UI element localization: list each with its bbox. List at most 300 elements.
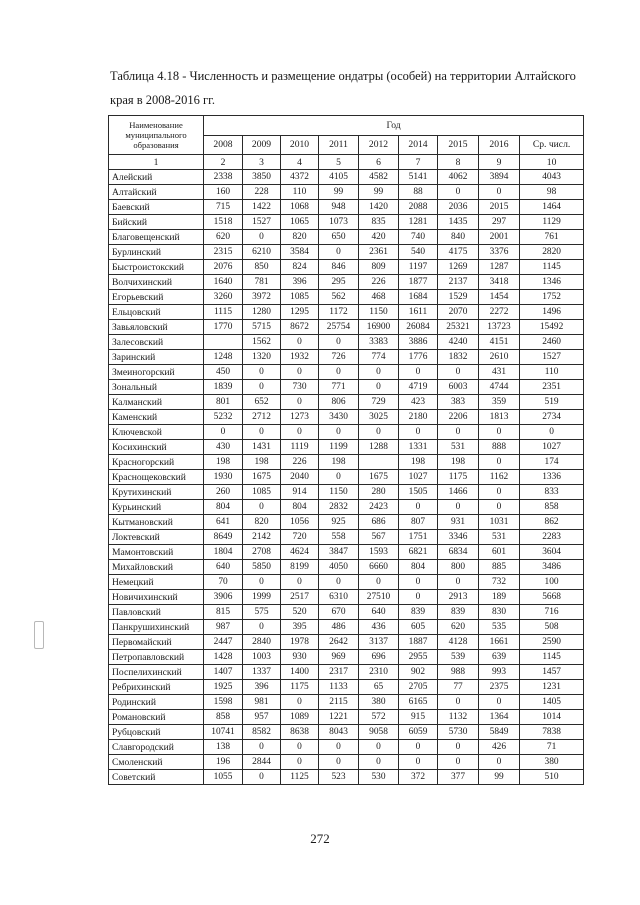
table-cell: 2610 xyxy=(479,350,520,365)
table-cell: 0 xyxy=(399,500,438,515)
table-cell: 2955 xyxy=(399,650,438,665)
table-cell: 1073 xyxy=(319,215,359,230)
table-cell: 948 xyxy=(319,200,359,215)
district-name: Кытмановский xyxy=(109,515,204,530)
table-row xyxy=(109,620,584,635)
district-name: Петропавловский xyxy=(109,650,204,665)
table-cell: 198 xyxy=(204,455,243,470)
district-name: Благовещенский xyxy=(109,230,204,245)
table-cell: 2142 xyxy=(243,530,281,545)
table-cell: 3850 xyxy=(243,170,281,185)
table-cell: 396 xyxy=(243,680,281,695)
table-cell: 110 xyxy=(520,365,584,380)
table-cell: 450 xyxy=(204,365,243,380)
table-row xyxy=(109,665,584,680)
table-cell: 2015 xyxy=(479,200,520,215)
table-cell: 1505 xyxy=(399,485,438,500)
district-name: Рубцовский xyxy=(109,725,204,740)
table-cell: 729 xyxy=(359,395,399,410)
table-cell: 0 xyxy=(399,590,438,605)
table-cell: 3346 xyxy=(438,530,479,545)
table-cell: 530 xyxy=(359,770,399,785)
district-name: Змеиногорский xyxy=(109,365,204,380)
table-cell: 88 xyxy=(399,185,438,200)
column-header-year: 2016 xyxy=(479,135,520,155)
table-cell: 1336 xyxy=(520,470,584,485)
table-row xyxy=(109,380,584,395)
table-cell: 800 xyxy=(438,560,479,575)
district-name: Панкрушихинский xyxy=(109,620,204,635)
table-cell: 430 xyxy=(204,440,243,455)
table-cell: 0 xyxy=(281,395,319,410)
table-cell: 2913 xyxy=(438,590,479,605)
table-cell: 138 xyxy=(204,740,243,755)
table-cell: 0 xyxy=(359,740,399,755)
table-cell: 0 xyxy=(479,185,520,200)
table-row xyxy=(109,335,584,350)
margin-mark xyxy=(34,621,44,649)
table-cell: 8199 xyxy=(281,560,319,575)
table-cell: 8649 xyxy=(204,530,243,545)
table-cell: 16900 xyxy=(359,320,399,335)
table-cell: 4240 xyxy=(438,335,479,350)
table-cell: 383 xyxy=(438,395,479,410)
table-cell: 1593 xyxy=(359,545,399,560)
table-cell: 1675 xyxy=(243,470,281,485)
table-cell: 1839 xyxy=(204,380,243,395)
table-cell: 601 xyxy=(479,545,520,560)
table-cell: 0 xyxy=(243,620,281,635)
table-cell: 807 xyxy=(399,515,438,530)
muskrat-population-table xyxy=(108,115,584,785)
table-cell: 730 xyxy=(281,380,319,395)
header-row-column-numbers xyxy=(109,155,584,170)
table-cell: 5730 xyxy=(438,725,479,740)
table-cell: 1518 xyxy=(204,215,243,230)
column-number: 6 xyxy=(359,155,399,170)
table-cell: 2712 xyxy=(243,410,281,425)
table-cell: 531 xyxy=(438,440,479,455)
table-cell: 806 xyxy=(319,395,359,410)
table-cell: 2375 xyxy=(479,680,520,695)
table-cell: 295 xyxy=(319,275,359,290)
table-cell: 605 xyxy=(399,620,438,635)
table-cell: 2705 xyxy=(399,680,438,695)
table-cell: 1273 xyxy=(281,410,319,425)
table-cell: 1248 xyxy=(204,350,243,365)
table-cell: 174 xyxy=(520,455,584,470)
table-cell: 2001 xyxy=(479,230,520,245)
table-row xyxy=(109,245,584,260)
table-row xyxy=(109,545,584,560)
table-cell: 531 xyxy=(479,530,520,545)
table-row xyxy=(109,440,584,455)
table-cell: 987 xyxy=(204,620,243,635)
table-cell: 4582 xyxy=(359,170,399,185)
district-name: Родинский xyxy=(109,695,204,710)
table-cell: 0 xyxy=(479,425,520,440)
table-cell: 1454 xyxy=(479,290,520,305)
table-cell: 562 xyxy=(319,290,359,305)
table-cell: 1027 xyxy=(399,470,438,485)
district-name: Ключевской xyxy=(109,425,204,440)
table-cell: 297 xyxy=(479,215,520,230)
table-cell: 1068 xyxy=(281,200,319,215)
table-cell: 8638 xyxy=(281,725,319,740)
table-cell: 640 xyxy=(204,560,243,575)
table-cell: 0 xyxy=(319,575,359,590)
table-cell: 0 xyxy=(438,185,479,200)
district-name: Краснощековский xyxy=(109,470,204,485)
table-cell: 1527 xyxy=(520,350,584,365)
table-cell: 2137 xyxy=(438,275,479,290)
table-cell: 0 xyxy=(359,425,399,440)
table-cell: 0 xyxy=(438,425,479,440)
district-name: Михайловский xyxy=(109,560,204,575)
table-cell: 1056 xyxy=(281,515,319,530)
table-cell: 804 xyxy=(204,500,243,515)
table-cell: 0 xyxy=(281,695,319,710)
table-cell: 1129 xyxy=(520,215,584,230)
table-cell: 2040 xyxy=(281,470,319,485)
table-cell: 1346 xyxy=(520,275,584,290)
table-cell: 815 xyxy=(204,605,243,620)
table-cell: 1331 xyxy=(399,440,438,455)
table-cell: 0 xyxy=(319,245,359,260)
table-cell: 1281 xyxy=(399,215,438,230)
table-cell: 1172 xyxy=(319,305,359,320)
table-cell: 620 xyxy=(438,620,479,635)
table-row xyxy=(109,530,584,545)
table-cell: 5141 xyxy=(399,170,438,185)
table-cell: 5715 xyxy=(243,320,281,335)
table-row xyxy=(109,425,584,440)
table-cell: 5850 xyxy=(243,560,281,575)
table-cell: 100 xyxy=(520,575,584,590)
table-cell: 1832 xyxy=(438,350,479,365)
table-cell: 539 xyxy=(438,650,479,665)
table-cell: 885 xyxy=(479,560,520,575)
table-cell: 431 xyxy=(479,365,520,380)
column-header-year: 2011 xyxy=(319,135,359,155)
table-cell: 3847 xyxy=(319,545,359,560)
table-cell: 3383 xyxy=(359,335,399,350)
column-number: 8 xyxy=(438,155,479,170)
table-row xyxy=(109,755,584,770)
table-cell: 1431 xyxy=(243,440,281,455)
table-cell: 0 xyxy=(243,575,281,590)
table-cell: 3260 xyxy=(204,290,243,305)
table-row xyxy=(109,275,584,290)
table-cell: 1280 xyxy=(243,305,281,320)
table-cell: 0 xyxy=(479,485,520,500)
table-cell: 820 xyxy=(281,230,319,245)
table-cell: 519 xyxy=(520,395,584,410)
district-name: Павловский xyxy=(109,605,204,620)
table-cell: 6003 xyxy=(438,380,479,395)
table-cell: 0 xyxy=(281,335,319,350)
table-cell: 761 xyxy=(520,230,584,245)
table-cell: 27510 xyxy=(359,590,399,605)
table-cell: 0 xyxy=(399,740,438,755)
table-row xyxy=(109,185,584,200)
table-cell: 468 xyxy=(359,290,399,305)
table-row xyxy=(109,290,584,305)
table-row xyxy=(109,515,584,530)
table-cell: 2820 xyxy=(520,245,584,260)
header-row-group xyxy=(109,116,584,136)
table-cell: 720 xyxy=(281,530,319,545)
table-cell: 70 xyxy=(204,575,243,590)
table-cell: 0 xyxy=(319,425,359,440)
table-cell: 65 xyxy=(359,680,399,695)
table-cell: 0 xyxy=(319,470,359,485)
table-cell: 1269 xyxy=(438,260,479,275)
table-cell: 3137 xyxy=(359,635,399,650)
table-cell: 1496 xyxy=(520,305,584,320)
district-name: Мамонтовский xyxy=(109,545,204,560)
table-cell: 0 xyxy=(319,335,359,350)
table-cell: 0 xyxy=(243,500,281,515)
table-row xyxy=(109,500,584,515)
table-cell: 98 xyxy=(520,185,584,200)
table-cell: 1422 xyxy=(243,200,281,215)
table-cell: 10741 xyxy=(204,725,243,740)
table-cell: 3418 xyxy=(479,275,520,290)
table-cell: 13723 xyxy=(479,320,520,335)
table-row xyxy=(109,320,584,335)
table-cell: 1231 xyxy=(520,680,584,695)
table-cell: 840 xyxy=(438,230,479,245)
table-cell: 2088 xyxy=(399,200,438,215)
table-cell: 2272 xyxy=(479,305,520,320)
table-cell: 6059 xyxy=(399,725,438,740)
table-cell: 914 xyxy=(281,485,319,500)
table-cell: 1364 xyxy=(479,710,520,725)
table-cell: 846 xyxy=(319,260,359,275)
table-cell: 1999 xyxy=(243,590,281,605)
table-cell: 1925 xyxy=(204,680,243,695)
column-header-year: 2008 xyxy=(204,135,243,155)
table-cell: 8582 xyxy=(243,725,281,740)
table-cell: 1640 xyxy=(204,275,243,290)
table-cell: 804 xyxy=(399,560,438,575)
table-cell: 1085 xyxy=(281,290,319,305)
caption-line-2: края в 2008-2016 гг. xyxy=(110,93,216,107)
table-cell: 981 xyxy=(243,695,281,710)
table-cell: 2115 xyxy=(319,695,359,710)
table-cell: 1466 xyxy=(438,485,479,500)
table-cell: 0 xyxy=(399,575,438,590)
table-cell: 6310 xyxy=(319,590,359,605)
table-cell: 260 xyxy=(204,485,243,500)
column-number: 4 xyxy=(281,155,319,170)
table-cell: 2180 xyxy=(399,410,438,425)
table-row xyxy=(109,170,584,185)
table-cell: 6834 xyxy=(438,545,479,560)
table-cell: 426 xyxy=(479,740,520,755)
table-row xyxy=(109,410,584,425)
table-cell: 833 xyxy=(520,485,584,500)
table-cell: 26084 xyxy=(399,320,438,335)
table-cell: 198 xyxy=(243,455,281,470)
table-row xyxy=(109,695,584,710)
table-cell: 2076 xyxy=(204,260,243,275)
table-cell: 395 xyxy=(281,620,319,635)
table-cell: 1661 xyxy=(479,635,520,650)
table-cell: 1221 xyxy=(319,710,359,725)
table-cell: 830 xyxy=(479,605,520,620)
table-cell: 0 xyxy=(243,380,281,395)
district-name: Волчихинский xyxy=(109,275,204,290)
table-cell: 1675 xyxy=(359,470,399,485)
table-cell: 902 xyxy=(399,665,438,680)
table-cell: 3906 xyxy=(204,590,243,605)
table-cell: 2070 xyxy=(438,305,479,320)
column-number: 9 xyxy=(479,155,520,170)
table-cell: 1887 xyxy=(399,635,438,650)
table-cell: 0 xyxy=(479,755,520,770)
table-cell: 0 xyxy=(204,425,243,440)
table-row xyxy=(109,215,584,230)
table-cell: 9058 xyxy=(359,725,399,740)
table-cell: 670 xyxy=(319,605,359,620)
table-cell: 0 xyxy=(319,755,359,770)
district-name: Новичихинский xyxy=(109,590,204,605)
table-cell: 640 xyxy=(359,605,399,620)
table-row xyxy=(109,470,584,485)
column-header-year-group: Год xyxy=(204,116,584,136)
table-cell: 2590 xyxy=(520,635,584,650)
table-cell: 1288 xyxy=(359,440,399,455)
table-cell: 4105 xyxy=(319,170,359,185)
table-cell: 2844 xyxy=(243,755,281,770)
table-cell: 716 xyxy=(520,605,584,620)
table-cell: 715 xyxy=(204,200,243,215)
table-cell: 2315 xyxy=(204,245,243,260)
table-body xyxy=(109,170,584,785)
table-cell: 804 xyxy=(281,500,319,515)
table-cell: 1055 xyxy=(204,770,243,785)
table-cell: 1405 xyxy=(520,695,584,710)
table-cell: 1125 xyxy=(281,770,319,785)
column-header-year: 2009 xyxy=(243,135,281,155)
table-cell: 4175 xyxy=(438,245,479,260)
table-cell: 510 xyxy=(520,770,584,785)
table-cell: 520 xyxy=(281,605,319,620)
table-cell: 2832 xyxy=(319,500,359,515)
table-cell: 380 xyxy=(359,695,399,710)
table-cell: 2206 xyxy=(438,410,479,425)
table-cell: 486 xyxy=(319,620,359,635)
table-cell: 575 xyxy=(243,605,281,620)
table-cell: 1930 xyxy=(204,470,243,485)
table-caption xyxy=(110,64,580,112)
table-cell: 6660 xyxy=(359,560,399,575)
column-number: 5 xyxy=(319,155,359,170)
district-name: Зональный xyxy=(109,380,204,395)
district-name: Егорьевский xyxy=(109,290,204,305)
table-cell: 3886 xyxy=(399,335,438,350)
table-cell: 4062 xyxy=(438,170,479,185)
table-cell: 1428 xyxy=(204,650,243,665)
table-cell: 4744 xyxy=(479,380,520,395)
table-cell: 925 xyxy=(319,515,359,530)
table-cell: 726 xyxy=(319,350,359,365)
table-row xyxy=(109,260,584,275)
table-cell: 2317 xyxy=(319,665,359,680)
table-cell: 1031 xyxy=(479,515,520,530)
table-cell: 540 xyxy=(399,245,438,260)
table-cell: 1776 xyxy=(399,350,438,365)
district-name: Залесовский xyxy=(109,335,204,350)
table-cell: 839 xyxy=(399,605,438,620)
table-cell: 0 xyxy=(359,755,399,770)
district-name: Алейский xyxy=(109,170,204,185)
table-cell: 198 xyxy=(399,455,438,470)
column-header-year: 2015 xyxy=(438,135,479,155)
table-cell: 620 xyxy=(204,230,243,245)
table-cell: 1978 xyxy=(281,635,319,650)
district-name: Бийский xyxy=(109,215,204,230)
table-cell: 1407 xyxy=(204,665,243,680)
table-cell: 0 xyxy=(359,380,399,395)
table-cell: 3894 xyxy=(479,170,520,185)
table-cell: 858 xyxy=(520,500,584,515)
table-cell: 189 xyxy=(479,590,520,605)
table-cell: 25321 xyxy=(438,320,479,335)
table-row xyxy=(109,770,584,785)
table-cell: 2734 xyxy=(520,410,584,425)
table-cell: 2283 xyxy=(520,530,584,545)
table-row xyxy=(109,230,584,245)
table-cell: 226 xyxy=(281,455,319,470)
table-cell: 0 xyxy=(399,755,438,770)
table-cell: 850 xyxy=(243,260,281,275)
table-cell: 4719 xyxy=(399,380,438,395)
table-cell: 1150 xyxy=(319,485,359,500)
table-cell: 2036 xyxy=(438,200,479,215)
table-cell: 732 xyxy=(479,575,520,590)
table-cell: 0 xyxy=(243,230,281,245)
table-cell: 523 xyxy=(319,770,359,785)
table-row xyxy=(109,605,584,620)
table-cell: 572 xyxy=(359,710,399,725)
table-cell: 160 xyxy=(204,185,243,200)
table-cell: 2351 xyxy=(520,380,584,395)
table-cell: 2361 xyxy=(359,245,399,260)
table-cell: 835 xyxy=(359,215,399,230)
table-cell: 2642 xyxy=(319,635,359,650)
table-cell: 25754 xyxy=(319,320,359,335)
table-cell: 858 xyxy=(204,710,243,725)
table-cell: 2517 xyxy=(281,590,319,605)
district-name: Бурлинский xyxy=(109,245,204,260)
table-cell: 771 xyxy=(319,380,359,395)
table-cell: 3486 xyxy=(520,560,584,575)
table-cell: 1877 xyxy=(399,275,438,290)
table-cell: 1287 xyxy=(479,260,520,275)
table-cell: 2447 xyxy=(204,635,243,650)
table-cell: 71 xyxy=(520,740,584,755)
table-cell: 1175 xyxy=(281,680,319,695)
table-cell: 0 xyxy=(479,455,520,470)
district-name: Алтайский xyxy=(109,185,204,200)
table-cell: 3430 xyxy=(319,410,359,425)
table-cell: 0 xyxy=(319,365,359,380)
table-cell: 862 xyxy=(520,515,584,530)
table-row xyxy=(109,635,584,650)
